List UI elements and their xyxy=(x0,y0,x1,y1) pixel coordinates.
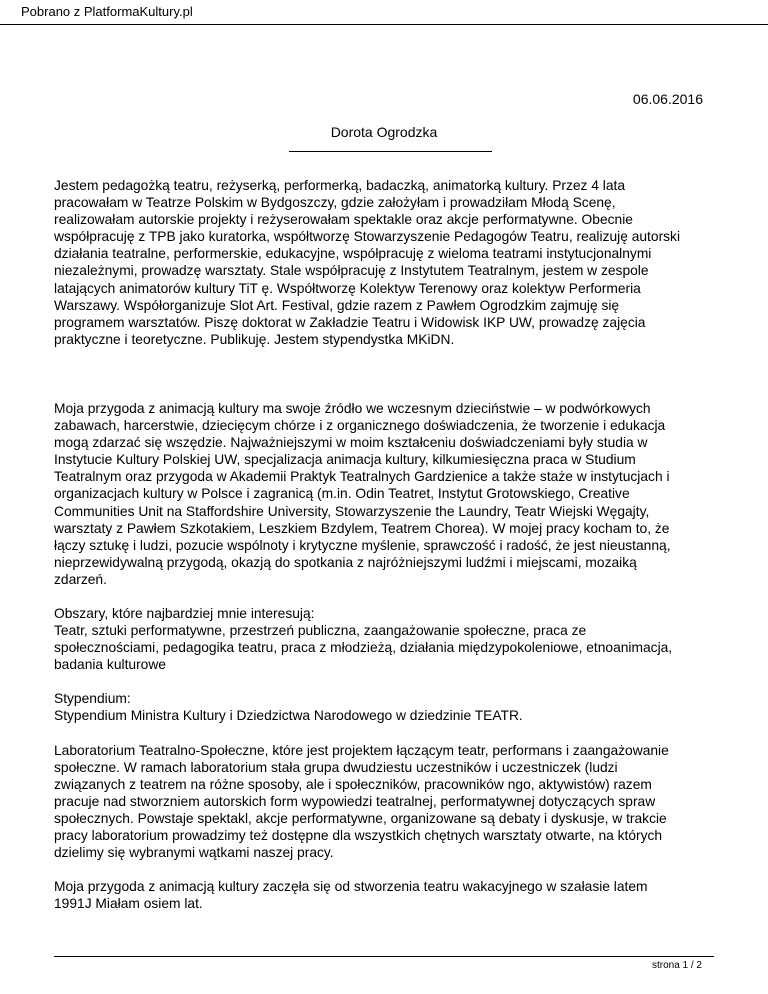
source-header: Pobrano z PlatformaKultury.pl xyxy=(21,4,193,19)
paragraph-laboratory: Laboratorium Teatralno-Społeczne, które jest projektem łączącym teatr, performans i zaangażowanie społeczne. W ramach laboratorium stała grupa dwudziestu uczestników i uczestniczek (ludzi związanych z teatrem na różne sposoby, ale i społeczników, pracowników ngo, aktywistów) razem pracuje nad stworzniem autorskich form wypowiedzi teatralnej, performatywnej dotyczących spraw społecznych. Powstaje spektakl, akcje performatywne, organizowane są debaty i dyskusje, w trakcie pracy laboratorium prowadzimy też dostępne dla wszystkich chętnych warsztaty otwarte, na których dzielimy się wybranymi wątkami naszej pracy. xyxy=(54,742,669,861)
paragraph-beginning: Moja przygoda z animacją kultury zaczęła się od stworzenia teatru wakacyjnego w szałasie latem 1991J Miałam osiem lat. xyxy=(54,879,648,912)
paragraph-adventure: Moja przygoda z animacją kultury ma swoje źródło we wczesnym dzieciństwie – w podwórkowych zabawach, harcerstwie, dziecięcym chórze i z organicznego doświadczenia, że tworzenie i edukacja mogą zdarzać się wszędzie. Najważniejszymi w moim kształceniu doświadczeniami były studia w Instytucie Kultury Polskiej UW, specjalizacja animacja kultury, kilkumiesięczna praca w Studium Teatralnym oraz przygoda w Akademii Praktyk Teatralnych Gardzienice a także staże w instytucjach i organizacjach kultury w Polsce i zagranicą (m.in. Odin Teatret, Instytut Grotowskiego, Creative Communities Unit na Staffordshire University, Stowarzyszenie the Laundry, Teatr Wiejski Węgajty, warsztaty z Pawłem Szkotakiem, Leszkiem Bzdylem, Teatrem Chorea). W mojej pracy kocham to, że łączy sztukę i ludzi, pozucie wspólnoty i krytyczne myślenie, sprawczość i radość, że jest nieustanną, nieprzewidywalną przygodą, okazją do spotkania z najróżniejszymi ludźmi i miejscami, mozaiką zdarzeń. xyxy=(54,400,671,587)
header-divider xyxy=(0,24,768,25)
page-number: strona 1 / 2 xyxy=(651,960,702,971)
paragraph-scholarship: Stypendium: Stypendium Ministra Kultury i Dziedzictwa Narodowego w dziedzinie TEATR. xyxy=(54,691,523,724)
footer-divider xyxy=(54,956,714,957)
document-date: 06.06.2016 xyxy=(632,91,703,107)
author-underline xyxy=(289,151,492,152)
author-name: Dorota Ogrodzka xyxy=(330,124,438,140)
article-body xyxy=(54,177,702,912)
paragraph-interests: Obszary, które najbardziej mnie interesują: Teatr, sztuki performatywne, przestrzeń publiczna, zaangażowanie społeczne, praca ze społecznościami, pedagogika teatru, praca z młodzieżą, działania międzypokoleniowe, etnoanimacja, badania kulturowe xyxy=(54,605,673,673)
paragraph-bio: Jestem pedagożką teatru, reżyserką, performerką, badaczką, animatorką kultury. Przez 4 lata pracowałam w Teatrze Polskim w Bydgoszczy, gdzie założyłam i prowadziłam Młodą Scenę, realizowałam autorskie projekty i reżyserowałam spektakle oraz akcje performatywne. Obecnie współpracuję z TPB jako kuratorka, współtworzę Stowarzyszenie Pedagogów Teatru, realizuję autorski działania teatralne, performerskie, edukacyjne, współpracuję z wieloma teatrami instytucjonalnymi niezależnymi, prowadzę warsztaty. Stale współpracuję z Instytutem Teatralnym, jestem w zespole latających animatorów kultury TiT ę. Współtworzę Kolektyw Terenowy oraz kolektyw Performeria Warszawy. Współorganizuje Slot Art. Festival, gdzie razem z Pawłem Ogrodzkim zajmuję się programem warsztatów. Piszę doktorat w Zakładzie Teatru i Widowisk IKP UW, prowadzę zajęcia praktyczne i teoretyczne. Publikuję. Jestem stypendystka MKiDN. xyxy=(54,178,681,347)
